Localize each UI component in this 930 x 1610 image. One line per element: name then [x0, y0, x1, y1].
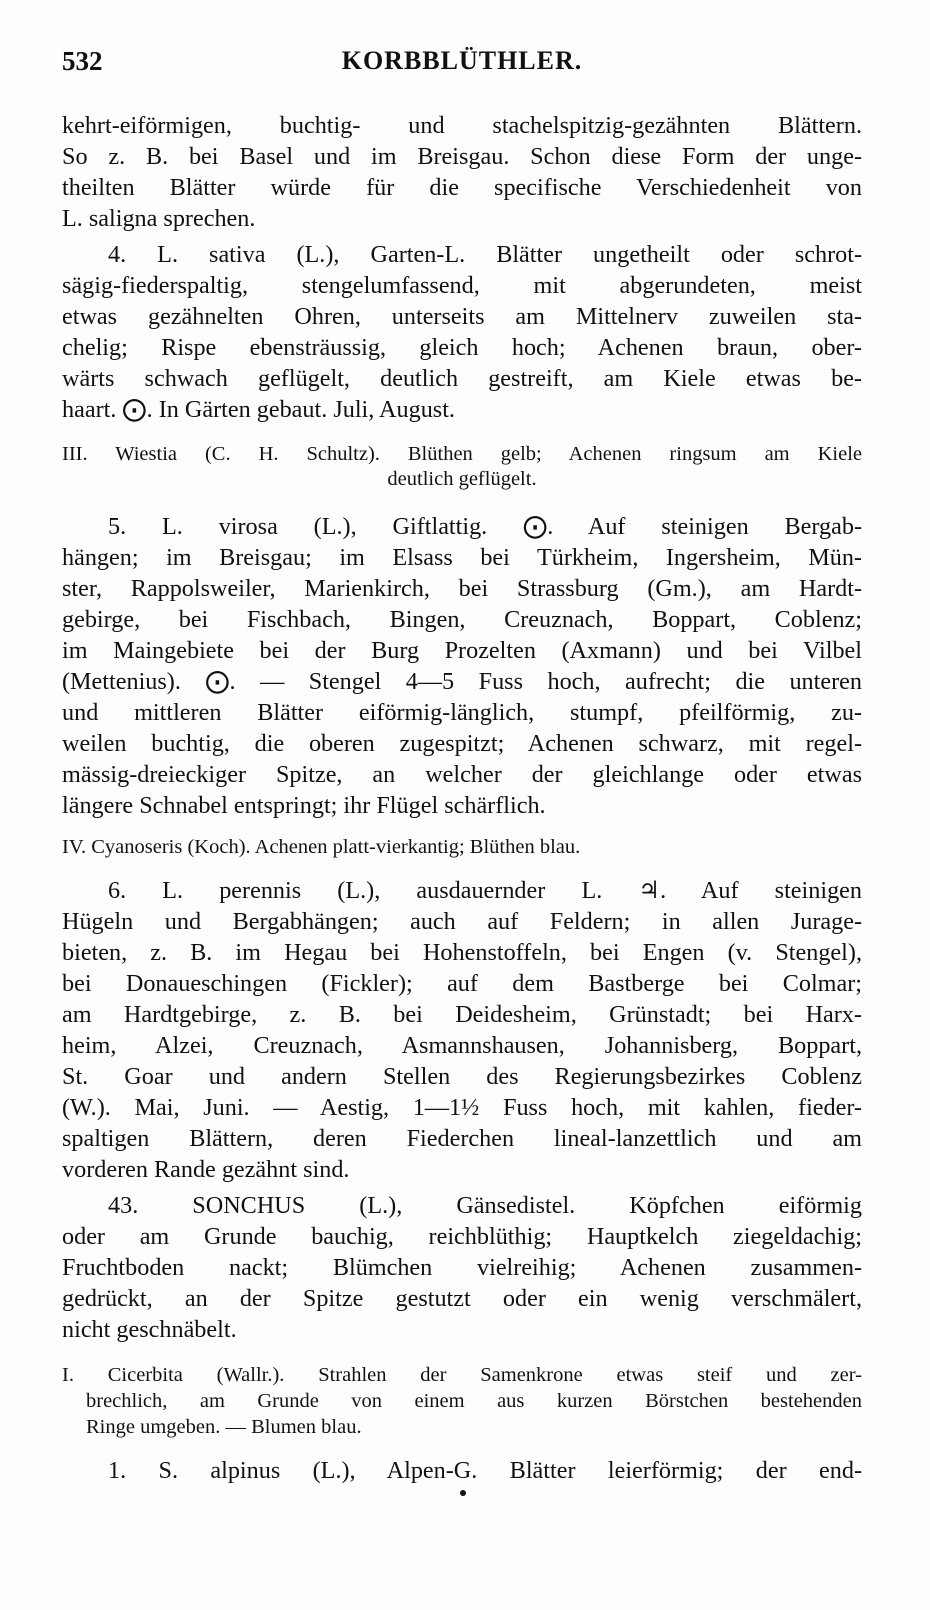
- text-line: mässig-dreieckiger Spitze, an welcher der gleichlange oder etwas: [62, 761, 862, 788]
- text-line: und mittleren Blätter eiförmig-länglich, stumpf, pfeilförmig, zu-: [62, 699, 862, 726]
- text-line: bieten, z. B. im Hegau bei Hohenstoffeln, bei Engen (v. Stengel),: [62, 939, 862, 966]
- text-line: nicht geschnäbelt.: [62, 1316, 237, 1343]
- text-line: theilten Blätter würde für die specifische Verschiedenheit von: [62, 174, 862, 201]
- text-line: etwas gezähnelten Ohren, unterseits am Mittelnerv zuweilen sta-: [62, 303, 862, 330]
- species-entry-virosa: 5. L. virosa (L.), Giftlattig. ⨀. Auf steinigen Bergab-: [108, 513, 862, 540]
- text-line: weilen buchtig, die oberen zugespitzt; Achenen schwarz, mit regel-: [62, 730, 862, 757]
- text-line: oder am Grunde bauchig, reichblüthig; Hauptkelch ziegeldachig;: [62, 1223, 862, 1250]
- text-line: im Maingebiete bei der Burg Prozelten (Axmann) und bei Vilbel: [62, 637, 862, 664]
- page-header: [62, 46, 862, 86]
- text-line: heim, Alzei, Creuznach, Asmannshausen, Johannisberg, Boppart,: [62, 1032, 862, 1059]
- text-line: chelig; Rispe ebensträussig, gleich hoch; Achenen braun, ober-: [62, 334, 862, 361]
- section-heading-line: Ringe umgeben. — Blumen blau.: [86, 1416, 362, 1438]
- text-line: ster, Rappolsweiler, Marienkirch, bei Strassburg (Gm.), am Hardt-: [62, 575, 862, 602]
- species-entry-sativa: 4. L. sativa (L.), Garten-L. Blätter ungetheilt oder schrot-: [108, 241, 862, 268]
- section-heading-wiestia: III. Wiestia (C. H. Schultz). Blüthen gelb; Achenen ringsum am Kiele: [62, 443, 862, 465]
- section-heading-cicerbita: I. Cicerbita (Wallr.). Strahlen der Samenkrone etwas steif und zer-: [62, 1364, 862, 1386]
- text-line: haart. ⨀. In Gärten gebaut. Juli, August.: [62, 396, 455, 423]
- text-line: kehrt-eiförmigen, buchtig- und stachelspitzig-gezähnten Blättern.: [62, 112, 862, 139]
- text-line: L. saligna sprechen.: [62, 205, 256, 232]
- section-heading-line: deutlich geflügelt.: [387, 468, 537, 490]
- text-line: (Mettenius). ⨀. — Stengel 4—5 Fuss hoch, aufrecht; die unteren: [62, 668, 862, 695]
- text-line: gebirge, bei Fischbach, Bingen, Creuznach, Boppart, Coblenz;: [62, 606, 862, 633]
- text-line: (W.). Mai, Juni. — Aestig, 1—1½ Fuss hoch, mit kahlen, fieder-: [62, 1094, 862, 1121]
- page-number: 532: [62, 46, 103, 76]
- text-line: So z. B. bei Basel und im Breisgau. Schon diese Form der unge-: [62, 143, 862, 170]
- text-line: am Hardtgebirge, z. B. bei Deidesheim, Grünstadt; bei Harx-: [62, 1001, 862, 1028]
- section-heading-line: brechlich, am Grunde von einem aus kurzen Börstchen bestehenden: [86, 1390, 862, 1412]
- text-line: längere Schnabel entspringt; ihr Flügel schärflich.: [62, 792, 546, 819]
- text-line: hängen; im Breisgau; im Elsass bei Türkheim, Ingersheim, Mün-: [62, 544, 862, 571]
- text-line: Fruchtboden nackt; Blümchen vielreihig; Achenen zusammen-: [62, 1254, 862, 1281]
- genus-entry-sonchus: 43. SONCHUS (L.), Gänsedistel. Köpfchen eiförmig: [108, 1192, 862, 1219]
- text-line: wärts schwach geflügelt, deutlich gestreift, am Kiele etwas be-: [62, 365, 862, 392]
- text-line: vorderen Rande gezähnt sind.: [62, 1156, 350, 1183]
- text-line: gedrückt, an der Spitze gestutzt oder ein wenig verschmälert,: [62, 1285, 862, 1312]
- running-title: KORBBLÜTHLER.: [341, 46, 583, 75]
- species-entry-alpinus: 1. S. alpinus (L.), Alpen-G. Blätter leierförmig; der end-: [108, 1457, 862, 1484]
- text-line: spaltigen Blättern, deren Fiederchen lineal-lanzettlich und am: [62, 1125, 862, 1152]
- section-heading-cyanoseris: IV. Cyanoseris (Koch). Achenen platt-vierkantig; Blüthen blau.: [62, 836, 581, 858]
- text-line: St. Goar und andern Stellen des Regierungsbezirkes Coblenz: [62, 1063, 862, 1090]
- text-line: Hügeln und Bergabhängen; auch auf Feldern; in allen Jurage-: [62, 908, 862, 935]
- text-line: bei Donaueschingen (Fickler); auf dem Bastberge bei Colmar;: [62, 970, 862, 997]
- ink-dot: [460, 1490, 466, 1496]
- text-line: sägig-fiederspaltig, stengelumfassend, mit abgerundeten, meist: [62, 272, 862, 299]
- species-entry-perennis: 6. L. perennis (L.), ausdauernder L. ♃. Auf steinigen: [108, 877, 862, 904]
